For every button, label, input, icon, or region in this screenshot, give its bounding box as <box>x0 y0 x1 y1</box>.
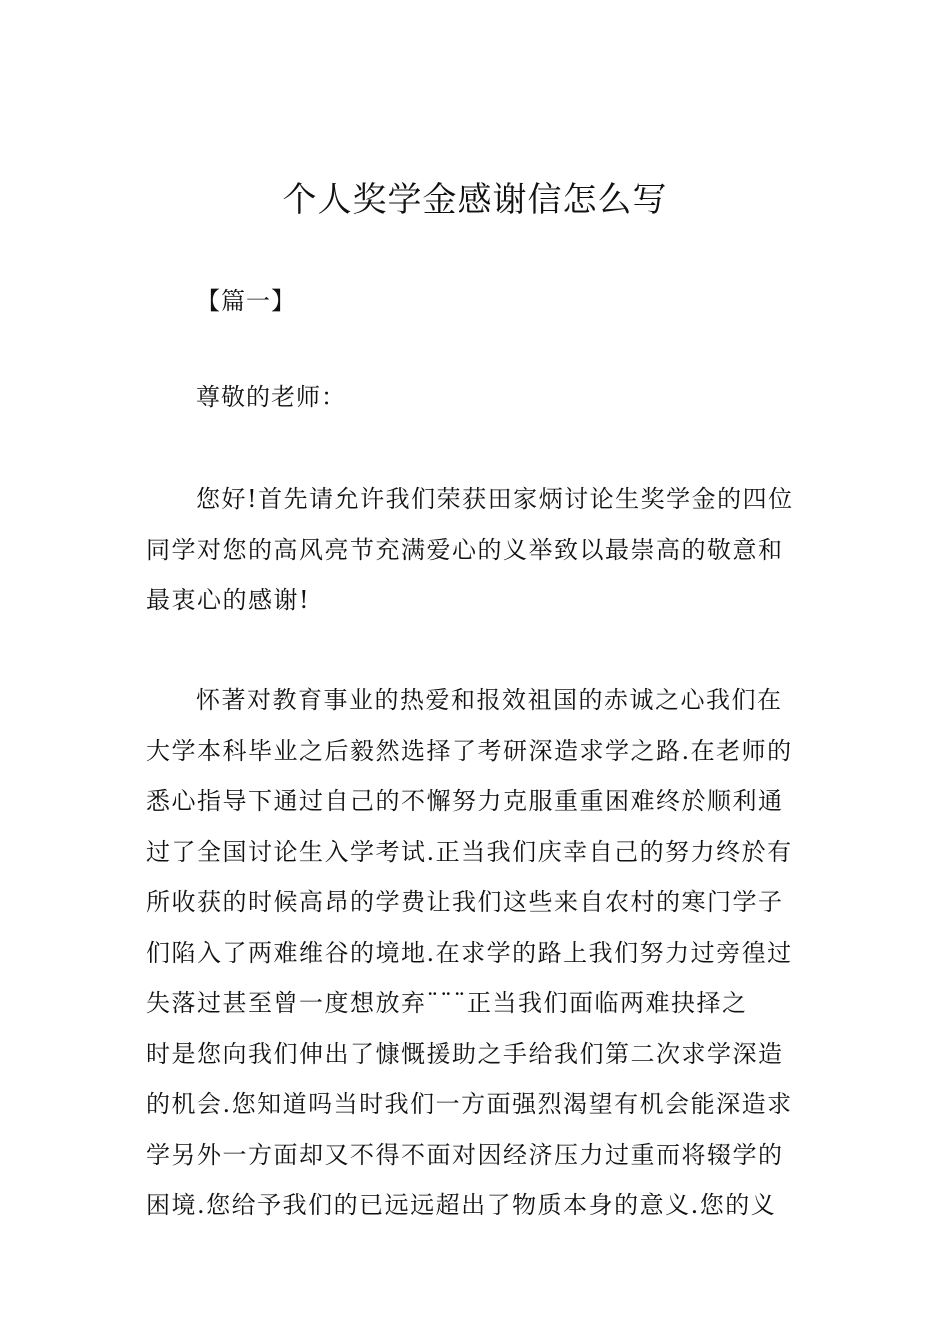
paragraph-line: 们陷入了两难维谷的境地.在求学的路上我们努力过旁徨过 <box>146 938 793 967</box>
paragraph-line: 同学对您的高风亮节充满爱心的义举致以最崇高的敬意和 <box>146 535 784 564</box>
paragraph-line: 怀著对教育事业的热爱和报效祖国的赤诚之心我们在 <box>196 686 783 714</box>
paragraph-line: 失落过甚至曾一度想放弃¨¨¨正当我们面临两难抉择之 <box>146 989 748 1017</box>
paragraph-line: 大学本科毕业之后毅然选择了考研深造求学之路.在老师的 <box>146 736 793 765</box>
page-title: 个人奖学金感谢信怎么写 <box>282 180 668 220</box>
section-label: 【篇一】 <box>196 287 296 315</box>
paragraph-line: 悉心指导下通过自己的不懈努力克服重重困难终於顺利通 <box>146 787 784 815</box>
paragraph-body <box>146 675 810 1231</box>
paragraph-line: 您好!首先请允许我们荣获田家炳讨论生奖学金的四位 <box>196 485 794 513</box>
paragraph-line: 最衷心的感谢! <box>146 586 311 614</box>
paragraph-line: 所收获的时候高昂的学费让我们这些来自农村的寒门学子 <box>146 888 784 916</box>
paragraph-line: 困境.您给予我们的已远远超出了物质本身的意义.您的义 <box>146 1191 777 1219</box>
salutation: 尊敬的老师： <box>196 383 346 411</box>
paragraph-line: 学另外一方面却又不得不面对因经济压力过重而将辍学的 <box>146 1140 784 1169</box>
paragraph-greeting <box>146 474 810 626</box>
paragraph-line: 过了全国讨论生入学考试.正当我们庆幸自己的努力终於有 <box>146 837 793 866</box>
paragraph-line: 时是您向我们伸出了慷慨援助之手给我们第二次求学深造 <box>146 1039 784 1068</box>
paragraph-line: 的机会.您知道吗当时我们一方面强烈渴望有机会能深造求 <box>146 1090 793 1118</box>
